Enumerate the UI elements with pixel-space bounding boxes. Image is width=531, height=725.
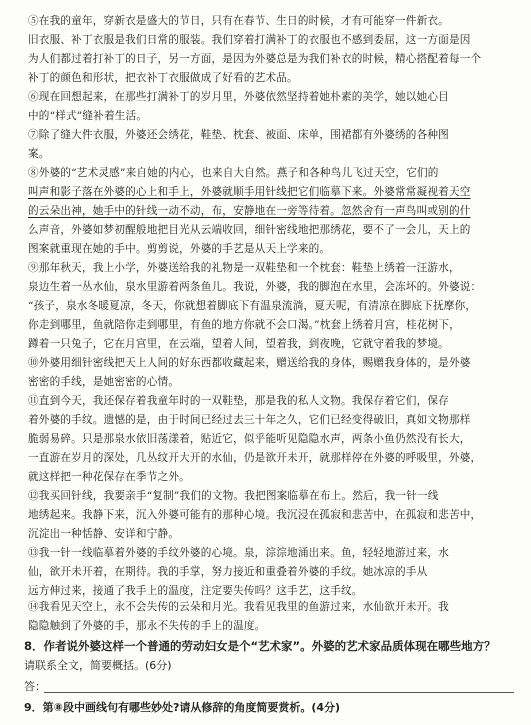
text-line: 脆弱易碎。只是那泉水依旧荡漾着，贴近它，似乎能听见隐隐水声，两条小鱼仍然没有长大， xyxy=(28,433,471,445)
paragraph-13 xyxy=(28,544,514,601)
paragraph-10 xyxy=(28,354,514,392)
text-line: ⑥现在回想起来，在那些打满补丁的岁月里，外婆依然坚持着她朴素的美学，她以她心目 xyxy=(28,91,449,103)
text-line: ⑫我买回针线，我要亲手“复制”我们的文物。我把图案临摹在布上。然后，我一针一线 xyxy=(28,490,439,502)
text-line: 一直游在岁月的深处，几丛纹开大开的水仙，仍是欲开未开，就那样停在外婆的呼吸里，外婆， xyxy=(28,452,482,464)
text-line: 案。 xyxy=(28,148,50,160)
paragraph-14 xyxy=(28,598,514,636)
text-line: 着外婆的手纹。遗憾的是，由于时间已经过去三十年之久，它们已经变得破旧，真如文物那样 xyxy=(28,414,471,426)
text-line: 图案就重现在她的手中。剪剪说，外婆的手艺是从天上学来的。 xyxy=(28,243,331,255)
text-line: 地绣起来。我静下来，沉入外婆可能有的那种心境。我沉浸在孤寂和悲苦中，在孤寂和悲苦中， xyxy=(28,509,482,521)
text-line: ⑭我看见天空上，永不会失传的云朵和月光。我看见我里的鱼游过来，水仙欲开未开。我 xyxy=(28,601,449,613)
question-8-instruction: 请联系全文，简要概括。(6分) xyxy=(24,659,172,672)
text-line: ⑨那年秋天，我上小学，外婆送给我的礼物是一双鞋垫和一个枕套：鞋垫上绣着一汪游水， xyxy=(28,262,460,274)
text-line: 补丁的颜色和形状，把衣补丁衣服做成了好看的艺术品。 xyxy=(28,72,298,84)
text-line: 旧衣服、补丁衣服是我们日常的服装。我们穿着打满补丁的衣服也不感到委屈，这一方面是因 xyxy=(28,34,471,46)
paragraph-12 xyxy=(28,487,514,544)
text-line: 你走到哪里，鱼就陪你走到哪里，有鱼的地方你就不会口渴。”枕套上绣着月宫，桂花树下， xyxy=(28,319,461,331)
text-line: 隐隐触到了外婆的手，那永不失传的手上的温度。 xyxy=(28,620,266,632)
underlined-text-line: 叫声和影子落在外婆的心上和手上，外婆就顺手用针线把它们临摹下来。外婆常常凝视着天空 xyxy=(28,186,471,198)
text-line: 为人们都过着打补丁的日子，另一方面，是因为外婆总是为我们补衣的时候，精心搭配着每一个 xyxy=(28,53,482,65)
text-line: 蹲着一只兔子，它在月宫里，在云端，望着人间，望着我，到夜晚，它就守着我的梦境。 xyxy=(28,338,449,350)
text-line: 中的“样式”缝补着生活。 xyxy=(28,110,148,122)
answer-line-8[interactable] xyxy=(44,692,514,693)
text-line: ⑬我一针一线临摹着外婆的手纹外婆的心境。泉，淙淙地涌出来。鱼，轻轻地游过来，水 xyxy=(28,547,449,559)
text-line: 么声音，外婆如梦初醒般地把目光从云端收回，细针密线地把那绣花，要不了一会儿，天上的 xyxy=(28,224,471,236)
text-line: 远方伸过来，接通了我手上的温度，注定要失传吗？这手艺，这手纹。 xyxy=(28,585,363,597)
text-line: ⑦除了缝大件衣服，外婆还会绣花，鞋垫、枕套、被面、床单，围裙都有外婆绣的各种图 xyxy=(28,129,449,141)
paragraph-6 xyxy=(28,88,514,126)
text-line: ⑪直到今天，我还保存着我童年时的一双鞋垫，那是我的私人文物。我保存着它们，保存 xyxy=(28,395,449,407)
answer-label-8: 答： xyxy=(24,680,46,693)
paragraph-11 xyxy=(28,392,514,487)
text-line: 密密的手线，是她密密的心情。 xyxy=(28,376,180,388)
text-line: 就这样把一种花保存在季节之外。 xyxy=(28,471,190,483)
paragraph-5 xyxy=(28,12,514,88)
text-line: 泉边生着一丛水仙，泉水里游着两条鱼儿。我说，外婆，我的脚泡在水里，会冻坏的。外婆说： xyxy=(28,281,482,293)
text-line: “孩子，泉水冬暖夏凉，冬天，你就想着脚底下有温泉流淌，夏天呢，有清凉在脚底下抚摩你， xyxy=(28,300,477,312)
underlined-text-line: 的云朵出神，她手中的针线一动不动，布，安静地在一旁等待着。忽然舍有一声鸟叫或别的什 xyxy=(28,205,471,217)
text-line: 仙，欲开未开着，在期待。我的手掌，努力接近和重叠着外婆的手纹。她冰凉的手从 xyxy=(28,566,428,578)
question-9: 9．第⑧段中画线句有哪些妙处?请从修辞的角度简要赏析。(4分) xyxy=(24,701,341,714)
paragraph-7 xyxy=(28,126,514,164)
paragraph-8 xyxy=(28,164,514,259)
text-line: ⑩外婆用细针密线把天上人间的好东西都收藏起来，赠送给我的身体，赐赠我身体的，是外婆 xyxy=(28,357,471,369)
text-line: 沉淀出一种恬静、安详和宁静。 xyxy=(28,528,180,540)
question-8: 8．作者说外婆这样一个普通的劳动妇女是个“艺术家”。外婆的艺术家品质体现在哪些地方？ xyxy=(24,639,496,653)
text-line: ⑧外婆的“艺术灵感”来自她的内心，也来自大自然。燕子和各种鸟儿飞过天空，它们的 xyxy=(28,167,439,179)
paragraph-9 xyxy=(28,259,514,354)
text-line: ⑤在我的童年，穿新衣是盛大的节日，只有在春节、生日的时候，才有可能穿一件新衣。 xyxy=(28,15,449,27)
